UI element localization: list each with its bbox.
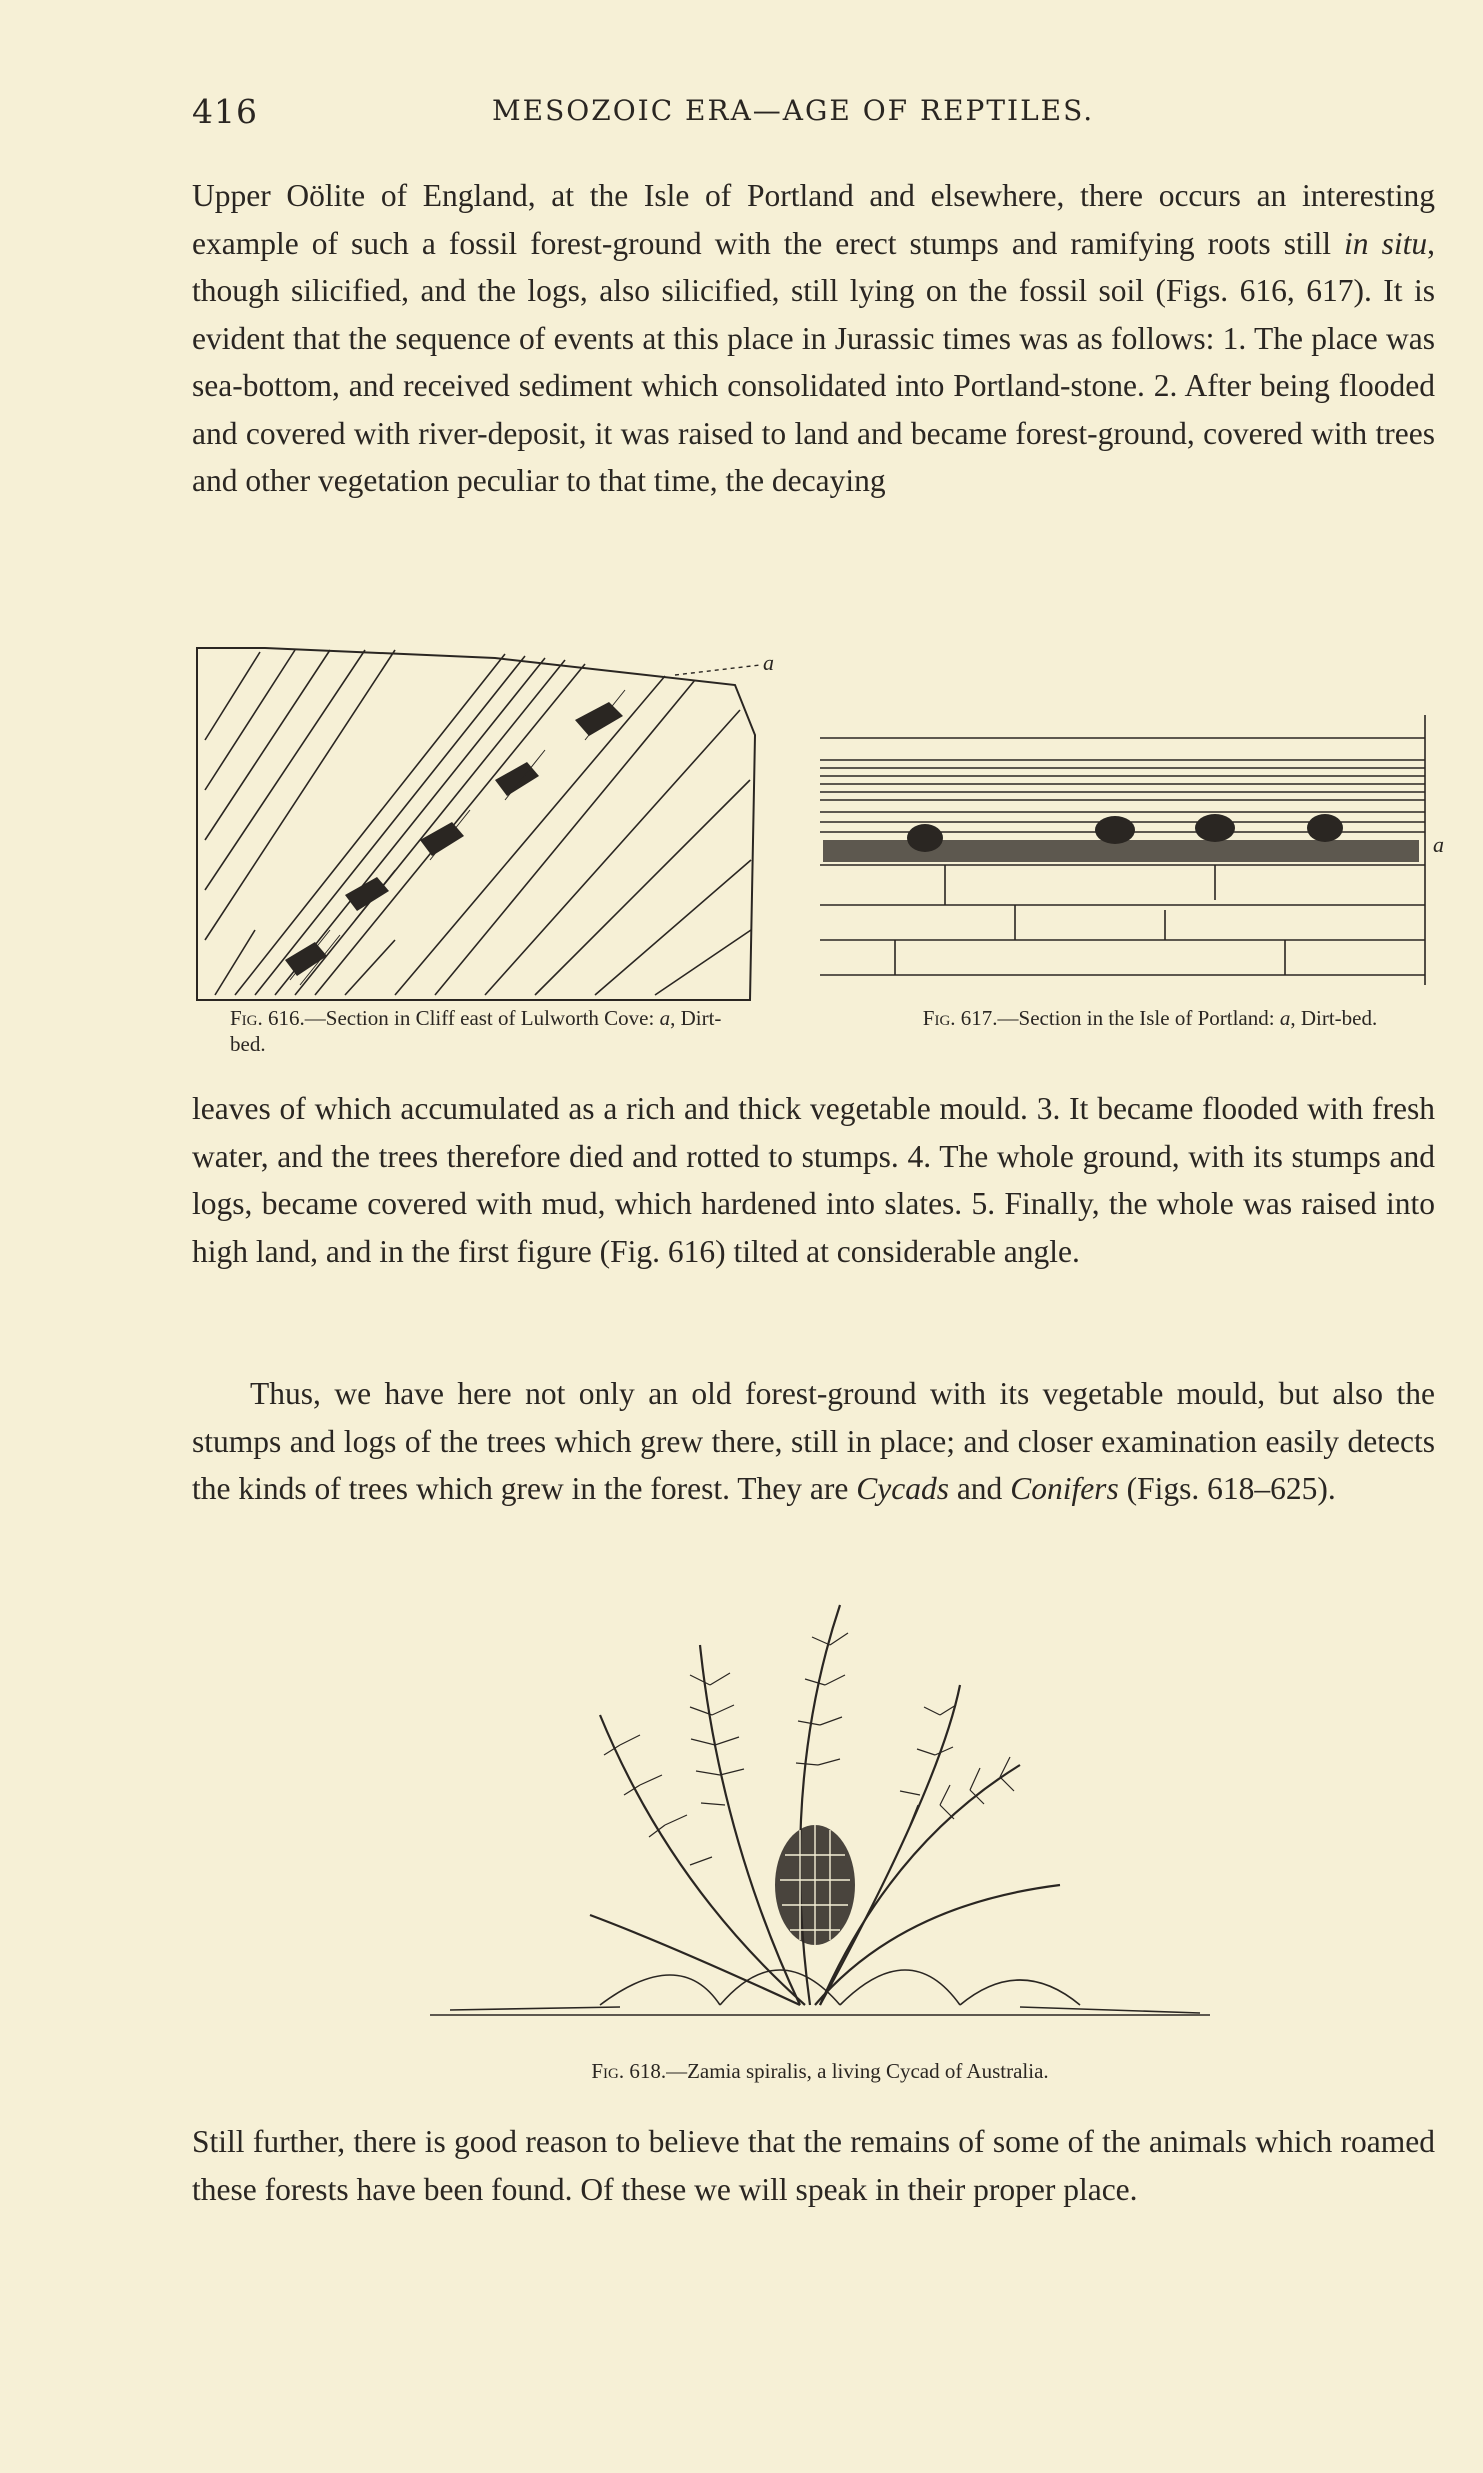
figure-616-caption [230,1005,730,1057]
figure-616-caption-italic: a [659,1006,671,1030]
figure-617-marker: a [1433,832,1444,857]
figure-618-caption-text: —Zamia spiralis, a living Cycad of Australia. [666,2059,1049,2083]
figure-618-label: Fig. 618. [591,2059,667,2083]
figure-617-caption-text-a: —Section in the Isle of Portland: [997,1006,1280,1030]
running-title: MESOZOIC ERA—AGE OF REPTILES. [492,94,1095,127]
paragraph-3 [192,1370,1435,1513]
figure-616-cliff-section [195,640,795,1010]
figure-617-illustration [815,700,1455,1010]
figure-616-illustration [195,640,795,1010]
figure-618-caption [420,2058,1220,2084]
paragraph-3-text-a: Thus, we have here not only an old forest-ground with its vegetable mould, but also the stumps and logs of the trees which grew there, still in place; and closer examination easily detects the kinds of trees which grew in the forest. They are [192,1376,1435,1506]
paragraph-1-text-b: , though silicified, and the logs, also silicified, still lying on the fossil soil (Figs. 616, 617). It is evident that the sequence of events at this place in Jurassic times was as follows: 1. The place was sea-bottom, and received sediment which consolidated into Portland-stone. 2. After being flooded and covered with river-deposit, it was raised to land and became forest-ground, covered with trees and other vegetation peculiar to that time, the decaying [192,225,1435,498]
paragraph-4: Still further, there is good reason to believe that the remains of some of the animals which roamed these forests have been found. Of these we will speak in their proper place. [192,2124,1435,2207]
figure-617-caption-italic: a [1279,1006,1291,1030]
figure-616-label: Fig. 616. [230,1006,305,1030]
page-header [192,92,1435,132]
figure-618-cycad-drawing [420,1585,1220,2045]
paragraph-2: leaves of which accumulated as a rich and thick vegetable mould. 3. It became flooded with fresh water, and the trees therefore died and rotted to stumps. 4. The whole ground, with its stumps and logs, became covered with mud, which hardened into slates. 5. Finally, the whole was raised into high land, and in the first figure (Fig. 616) tilted at considerable angle. [192,1091,1435,1269]
paragraph-3-text-b: and [948,1471,1011,1506]
figure-617-caption-text-b: , Dirt-bed. [1290,1006,1378,1030]
paragraph-3-italic-cycads: Cycads [856,1471,949,1506]
figure-617-label: Fig. 617. [922,1006,998,1030]
paragraph-1-text-a: Upper Oölite of England, at the Isle of Portland and elsewhere, there occurs an interesting example of such a fossil forest-ground with the erect stumps and ramifying roots still [192,178,1435,261]
figure-617-caption [880,1005,1420,1031]
figure-616-marker: a [763,650,774,675]
paragraph-1 [192,172,1435,505]
paragraph-3-italic-conifers: Conifers [1010,1471,1119,1506]
figure-618-zamia-illustration [420,1585,1220,2045]
page-number: 416 [192,92,258,131]
figure-616-caption-text-b: , Dirt-bed. [230,1006,722,1056]
figure-617-portland-section [815,700,1455,1010]
figure-616-caption-text-a: —Section in Cliff east of Lulworth Cove: [304,1006,660,1030]
paragraph-3-text-c: (Figs. 618–625). [1118,1471,1336,1506]
paragraph-1-italic: in situ [1344,225,1428,261]
